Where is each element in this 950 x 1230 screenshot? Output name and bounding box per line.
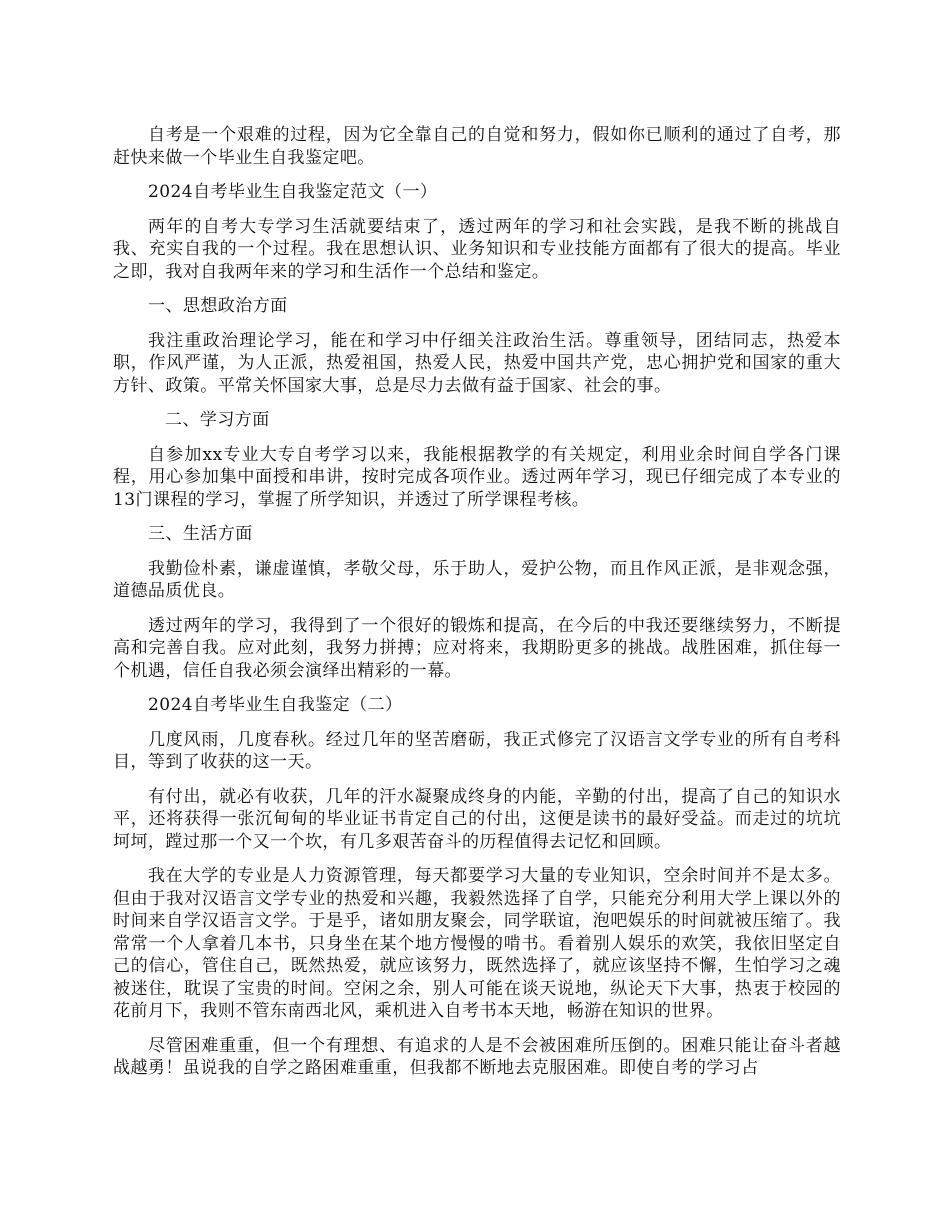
- section1-paragraph-life: 我勤俭朴素，谦虚谨慎，孝敬父母，乐于助人，爱护公物，而且作风正派，是非观念强，道德品质优良。: [113, 558, 841, 601]
- section2-title: 2024自考毕业生自我鉴定（二）: [148, 695, 403, 715]
- section1-paragraph-summary: 透过两年的学习，我得到了一个很好的锻炼和提高，在今后的中我还要继续努力，不断提高和完善自我。应对此刻，我努力拼搏；应对将来，我期盼更多的挑战。战胜困难，抓住每一个机遇，信任自我必须会演绎出精彩的一幕。: [113, 615, 841, 681]
- section2-paragraph-2: 有付出，就必有收获，几年的汗水凝聚成终身的内能，辛勤的付出，提高了自己的知识水平，还将获得一张沉甸甸的毕业证书肯定自己的付出，这便是读书的最好受益。而走过的坑坑坷坷，蹚过那一个又一个坎，有几多艰苦奋斗的历程值得去记忆和回顾。: [113, 786, 841, 852]
- document-page: [113, 124, 841, 1092]
- section2-paragraph-4: 尽管困难重重，但一个有理想、有追求的人是不会被困难所压倒的。困难只能让奋斗者越战越勇！虽说我的自学之路困难重重，但我都不断地去克服困难。即使自考的学习占: [113, 1035, 841, 1078]
- section1-heading-politics: 一、思想政治方面: [148, 296, 288, 316]
- section1-paragraph-politics: 我注重政治理论学习，能在和学习中仔细关注政治生活。尊重领导，团结同志，热爱本职，作风严谨，为人正派，热爱祖国，热爱人民，热爱中国共产党，忠心拥护党和国家的重大方针、政策。平常关怀国家大事，总是尽力去做有益于国家、社会的事。: [113, 330, 841, 396]
- section1-paragraph-1: 两年的自考大专学习生活就要结束了，透过两年的学习和社会实践，是我不断的挑战自我、充实自我的一个过程。我在思想认识、业务知识和专业技能方面都有了很大的提高。毕业之即，我对自我两年来的学习和生活作一个总结和鉴定。: [113, 216, 841, 282]
- section2-paragraph-1: 几度风雨，几度春秋。经过几年的坚苦磨砺，我正式修完了汉语言文学专业的所有自考科目，等到了收获的这一天。: [113, 729, 841, 772]
- section1-paragraph-study: 自参加xx专业大专自考学习以来，我能根据教学的有关规定，利用业余时间自学各门课程，用心参加集中面授和串讲，按时完成各项作业。透过两年学习，现已仔细完成了本专业的13门课程的学习，掌握了所学知识，并透过了所学课程考核。: [113, 444, 841, 510]
- section2-paragraph-3: 我在大学的专业是人力资源管理，每天都要学习大量的专业知识，空余时间并不是太多。但由于我对汉语言文学专业的热爱和兴趣，我毅然选择了自学，只能充分利用大学上课以外的时间来自学汉语言文学。于是乎，诸如朋友聚会，同学联谊，泡吧娱乐的时间就被压缩了。我常常一个人拿着几本书，只身坐在某个地方慢慢的啃书。看着别人娱乐的欢笑，我依旧坚定自己的信心，管住自己，既然热爱，就应该努力，既然选择了，就应该坚持不懈，生怕学习之魂被迷住，耽误了宝贵的时间。空闲之余，别人可能在谈天说地，纵论天下大事，热衷于校园的花前月下，我则不管东南西北风，乘机进入自考书本天地，畅游在知识的世界。: [113, 866, 841, 1021]
- section1-title: 2024自考毕业生自我鉴定范文（一）: [148, 182, 438, 202]
- intro-paragraph: 自考是一个艰难的过程，因为它全靠自己的自觉和努力，假如你已顺利的通过了自考，那赶快来做一个毕业生自我鉴定吧。: [113, 125, 841, 168]
- section1-heading-study: 二、学习方面: [165, 410, 270, 430]
- section1-heading-life: 三、生活方面: [148, 524, 253, 544]
